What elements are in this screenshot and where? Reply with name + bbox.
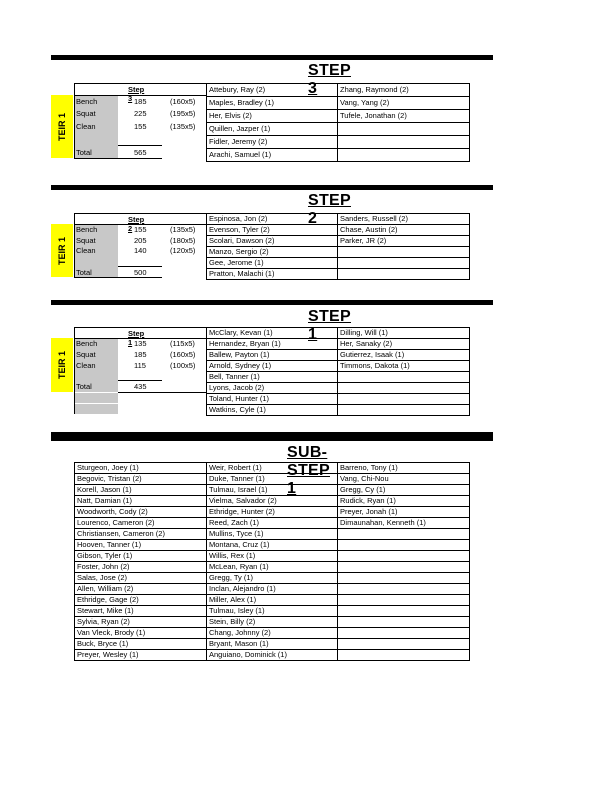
athlete-cell: Arnold, Sydney (1)	[207, 361, 338, 372]
athlete-cell	[338, 584, 470, 595]
athlete-cell: Buck, Bryce (1)	[75, 639, 207, 650]
table-row	[75, 606, 470, 617]
section-divider	[51, 55, 493, 60]
table-row	[75, 485, 470, 496]
athlete-cell	[338, 149, 470, 162]
tier-label-box	[51, 224, 73, 277]
athlete-cell	[338, 269, 470, 280]
athlete-cell: Inclan, Alejandro (1)	[207, 584, 338, 595]
athlete-cell: McClary, Kevan (1)	[207, 328, 338, 339]
lift-label-bench: Bench	[76, 225, 98, 234]
tier-label-box	[51, 95, 73, 158]
athlete-cell	[338, 573, 470, 584]
tier-label: TEIR 1	[57, 236, 67, 265]
athlete-cell: Gibson, Tyler (1)	[75, 551, 207, 562]
athlete-cell: Hooven, Tanner (1)	[75, 540, 207, 551]
athlete-cell: Attebury, Ray (2)	[207, 84, 338, 97]
squat-scheme: (195x5)	[170, 109, 196, 118]
athlete-cell: Stein, Billy (2)	[207, 617, 338, 628]
step-label: Step 2	[128, 215, 145, 233]
squat-scheme: (160x5)	[170, 350, 196, 359]
table-row	[75, 463, 470, 474]
athlete-cell: Scolari, Dawson (2)	[207, 236, 338, 247]
athlete-cell: Ballew, Payton (1)	[207, 350, 338, 361]
table-row	[75, 650, 470, 661]
athlete-cell: Parker, JR (2)	[338, 236, 470, 247]
clean-scheme: (120x5)	[170, 246, 196, 255]
athlete-cell: Gee, Jerome (1)	[207, 258, 338, 269]
athlete-cell: Willis, Rex (1)	[207, 551, 338, 562]
section-title: STEP 3	[308, 62, 351, 97]
squat-weight: 205	[134, 236, 147, 245]
lift-label-clean: Clean	[76, 246, 96, 255]
athlete-cell: Her, Sanaky (2)	[338, 339, 470, 350]
athlete-cell	[338, 383, 470, 394]
step-label: Step 1	[128, 329, 145, 347]
lift-label-bench: Bench	[76, 97, 98, 106]
athlete-cell	[338, 529, 470, 540]
athlete-cell: Gregg, Cy (1)	[338, 485, 470, 496]
athlete-cell: Foster, John (2)	[75, 562, 207, 573]
total-value: 500	[134, 268, 147, 277]
table-row	[75, 507, 470, 518]
athlete-cell: Barreno, Tony (1)	[338, 463, 470, 474]
athlete-cell: Lyons, Jacob (2)	[207, 383, 338, 394]
athlete-cell: Gregg, Ty (1)	[207, 573, 338, 584]
table-row	[75, 529, 470, 540]
athlete-cell: Vielma, Salvador (2)	[207, 496, 338, 507]
athlete-cell	[338, 650, 470, 661]
athlete-cell: Van Vleck, Brody (1)	[75, 628, 207, 639]
section-title: SUB-STEP 1	[287, 444, 330, 497]
athlete-grid	[206, 83, 470, 162]
step-label: Step 3	[128, 85, 145, 103]
athlete-cell: Fidler, Jeremy (2)	[207, 136, 338, 149]
total-label: Total	[76, 148, 92, 157]
athlete-cell	[338, 606, 470, 617]
athlete-cell: Quillen, Jazper (1)	[207, 123, 338, 136]
athlete-cell: Stewart, Mike (1)	[75, 606, 207, 617]
total-value: 435	[134, 382, 147, 391]
athlete-cell: Ethridge, Hunter (2)	[207, 507, 338, 518]
bench-scheme: (135x5)	[170, 225, 196, 234]
athlete-cell: Gutierrez, Isaak (1)	[338, 350, 470, 361]
table-row	[75, 639, 470, 650]
athlete-cell: Preyer, Wesley (1)	[75, 650, 207, 661]
athlete-cell	[338, 551, 470, 562]
athlete-cell: Salas, Jose (2)	[75, 573, 207, 584]
bench-weight: 155	[134, 225, 147, 234]
table-row	[75, 518, 470, 529]
athlete-cell: Manzo, Sergio (2)	[207, 247, 338, 258]
athlete-cell: Bryant, Mason (1)	[207, 639, 338, 650]
bench-weight: 135	[134, 339, 147, 348]
athlete-cell: Chase, Austin (2)	[338, 225, 470, 236]
athlete-cell	[338, 405, 470, 416]
athlete-cell	[338, 136, 470, 149]
table-row	[75, 628, 470, 639]
athlete-cell: Her, Elvis (2)	[207, 110, 338, 123]
athlete-cell: Reed, Zach (1)	[207, 518, 338, 529]
lift-label-squat: Squat	[76, 236, 96, 245]
lift-label-bench: Bench	[76, 339, 98, 348]
athlete-cell: Vang, Yang (2)	[338, 97, 470, 110]
athlete-cell: Maples, Bradley (1)	[207, 97, 338, 110]
table-row	[75, 595, 470, 606]
athlete-cell: Tulmau, Israel (1)	[207, 485, 338, 496]
section-divider	[51, 300, 493, 305]
athlete-cell: Watkins, Cyle (1)	[207, 405, 338, 416]
athlete-cell: Bell, Tanner (1)	[207, 372, 338, 383]
athlete-cell: Duke, Tanner (1)	[207, 474, 338, 485]
lift-label-squat: Squat	[76, 109, 96, 118]
table-row	[75, 496, 470, 507]
section-divider	[51, 185, 493, 190]
athlete-cell: Tulmau, Isley (1)	[207, 606, 338, 617]
athlete-cell	[338, 540, 470, 551]
athlete-grid	[206, 327, 470, 416]
athlete-cell: Espinosa, Jon (2)	[207, 214, 338, 225]
athlete-cell: Chang, Johnny (2)	[207, 628, 338, 639]
table-row	[75, 562, 470, 573]
athlete-cell: Timmons, Dakota (1)	[338, 361, 470, 372]
athlete-cell: Tufele, Jonathan (2)	[338, 110, 470, 123]
athlete-cell	[338, 628, 470, 639]
athlete-cell	[338, 394, 470, 405]
athlete-cell	[338, 258, 470, 269]
tier-label-box	[51, 338, 73, 392]
athlete-cell: Lourenco, Cameron (2)	[75, 518, 207, 529]
athlete-cell	[338, 247, 470, 258]
athlete-cell: Hernandez, Bryan (1)	[207, 339, 338, 350]
total-value: 565	[134, 148, 147, 157]
clean-scheme: (135x5)	[170, 122, 196, 131]
total-label: Total	[76, 382, 92, 391]
athlete-cell: Dilling, Will (1)	[338, 328, 470, 339]
clean-weight: 140	[134, 246, 147, 255]
athlete-grid	[206, 213, 470, 280]
athlete-cell: Miller, Alex (1)	[207, 595, 338, 606]
athlete-cell: Dimaunahan, Kenneth (1)	[338, 518, 470, 529]
athlete-cell: Zhang, Raymond (2)	[338, 84, 470, 97]
athlete-cell: Evenson, Tyler (2)	[207, 225, 338, 236]
athlete-cell: Vang, Chi-Nou	[338, 474, 470, 485]
total-label: Total	[76, 268, 92, 277]
section-divider	[51, 432, 493, 441]
tier-label: TEIR 1	[57, 350, 67, 380]
table-row	[75, 573, 470, 584]
table-row	[75, 617, 470, 628]
athlete-cell: Anguiano, Dominick (1)	[207, 650, 338, 661]
athlete-cell: Toland, Hunter (1)	[207, 394, 338, 405]
lift-label-clean: Clean	[76, 361, 96, 370]
athlete-cell: Weir, Robert (1)	[207, 463, 338, 474]
athlete-cell: McLean, Ryan (1)	[207, 562, 338, 573]
athlete-cell: Mullins, Tyce (1)	[207, 529, 338, 540]
section-title: STEP 1	[308, 308, 351, 343]
athlete-cell: Christiansen, Cameron (2)	[75, 529, 207, 540]
athlete-cell: Sylvia, Ryan (2)	[75, 617, 207, 628]
athlete-cell	[338, 617, 470, 628]
table-row	[75, 474, 470, 485]
athlete-cell: Pratton, Malachi (1)	[207, 269, 338, 280]
athlete-cell	[338, 595, 470, 606]
bench-weight: 185	[134, 97, 147, 106]
clean-weight: 155	[134, 122, 147, 131]
athlete-cell: Sturgeon, Joey (1)	[75, 463, 207, 474]
section-title: STEP 2	[308, 192, 351, 227]
table-row	[75, 551, 470, 562]
athlete-cell: Allen, William (2)	[75, 584, 207, 595]
tier-label: TEIR 1	[57, 112, 67, 141]
bench-scheme: (115x5)	[170, 339, 195, 348]
clean-scheme: (100x5)	[170, 361, 196, 370]
squat-scheme: (180x5)	[170, 236, 196, 245]
table-row	[75, 584, 470, 595]
athlete-cell: Preyer, Jonah (1)	[338, 507, 470, 518]
athlete-cell: Woodworth, Cody (2)	[75, 507, 207, 518]
squat-weight: 185	[134, 350, 147, 359]
table-row	[75, 540, 470, 551]
athlete-cell	[338, 562, 470, 573]
athlete-cell: Natt, Damian (1)	[75, 496, 207, 507]
substep-grid	[74, 462, 470, 661]
athlete-cell	[338, 123, 470, 136]
athlete-cell: Sanders, Russell (2)	[338, 214, 470, 225]
athlete-cell	[338, 639, 470, 650]
athlete-cell: Montana, Cruz (1)	[207, 540, 338, 551]
athlete-cell: Arachi, Samuel (1)	[207, 149, 338, 162]
lift-label-clean: Clean	[76, 122, 96, 131]
athlete-cell: Begovic, Tristan (2)	[75, 474, 207, 485]
clean-weight: 115	[134, 361, 146, 370]
athlete-cell	[338, 372, 470, 383]
lift-label-squat: Squat	[76, 350, 96, 359]
athlete-cell: Korell, Jason (1)	[75, 485, 207, 496]
athlete-cell: Rudick, Ryan (1)	[338, 496, 470, 507]
athlete-cell: Ethridge, Gage (2)	[75, 595, 207, 606]
bench-scheme: (160x5)	[170, 97, 196, 106]
squat-weight: 225	[134, 109, 147, 118]
